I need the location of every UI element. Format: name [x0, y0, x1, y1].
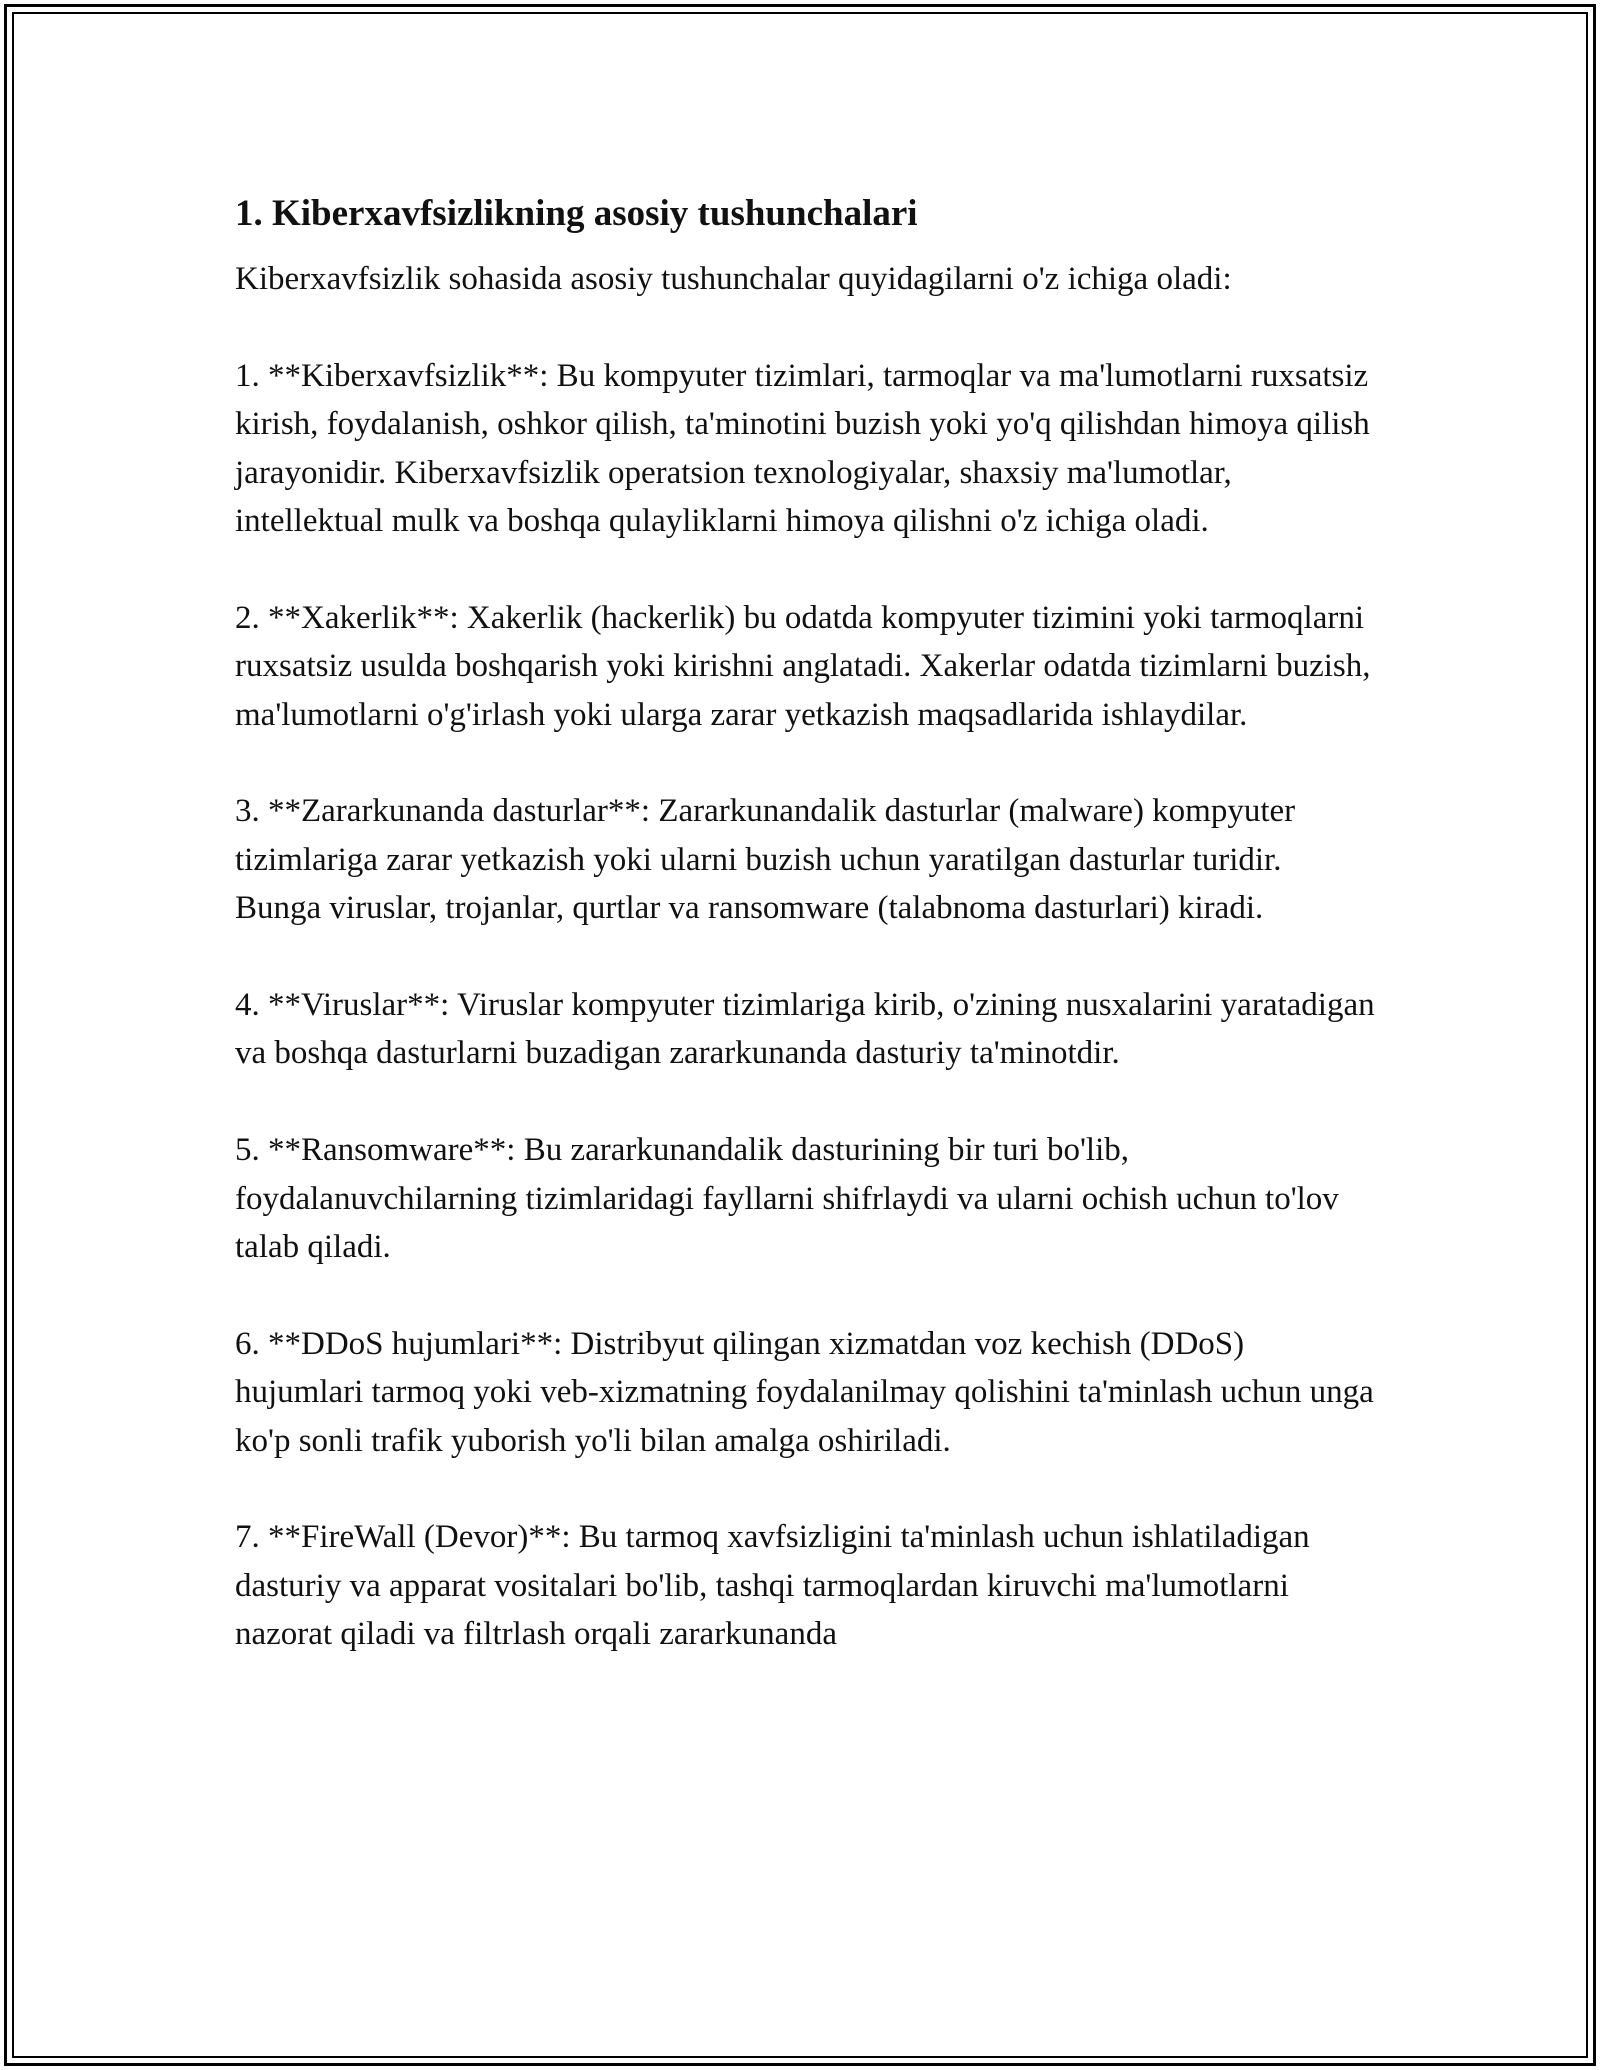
section-heading: 1. Kiberxavfsizlikning asosiy tushunchalari	[235, 193, 918, 234]
list-item-firewall: 7. **FireWall (Devor)**: Bu tarmoq xavfsizligini ta'minlash uchun ishlatiladigan dasturiy va apparat vositalari bo'lib, tashqi tarmoqlardan kiruvchi ma'lumotlarni nazorat qiladi va filtrlash orqali zararkunanda	[235, 1519, 1310, 1653]
list-item-kiberxavfsizlik: 1. **Kiberxavfsizlik**: Bu kompyuter tizimlari, tarmoqlar va ma'lumotlarni ruxsatsiz kirish, foydalanish, oshkor qilish, ta'minotini buzish yoki yo'q qilishdan himoya qilish jarayonidir. Kiberxavfsizlik operatsion texnologiyalar, shaxsiy ma'lumotlar, intellektual mulk va boshqa qulayliklarni himoya qilishni o'z ichiga oladi.	[235, 357, 1370, 540]
intro-paragraph: Kiberxavfsizlik sohasida asosiy tushunchalar quyidagilarni o'z ichiga oladi:	[235, 261, 1232, 297]
document-page	[235, 185, 1375, 1659]
list-item-zararkunanda-dasturlar: 3. **Zararkunanda dasturlar**: Zararkunandalik dasturlar (malware) kompyuter tizimlariga zarar yetkazish yoki ularni buzish uchun yaratilgan dasturlar turidir. Bunga viruslar, trojanlar, qurtlar va ransomware (talabnoma dasturlari) kiradi.	[235, 793, 1296, 927]
list-item-xakerlik: 2. **Xakerlik**: Xakerlik (hackerlik) bu odatda kompyuter tizimini yoki tarmoqlarni ruxsatsiz usulda boshqarish yoki kirishni anglatadi. Xakerlar odatda tizimlarni buzish, ma'lumotlarni o'g'irlash yoki ularga zarar yetkazish maqsadlarida ishlaydilar.	[235, 599, 1371, 733]
list-item-ddos-hujumlari: 6. **DDoS hujumlari**: Distribyut qilingan xizmatdan voz kechish (DDoS) hujumlari tarmoq yoki veb-xizmatning foydalanilmay qolishini ta'minlash uchun unga ko'p sonli trafik yuborish yo'li bilan amalga oshiriladi.	[235, 1325, 1374, 1459]
list-item-viruslar: 4. **Viruslar**: Viruslar kompyuter tizimlariga kirib, o'zining nusxalarini yaratadigan va boshqa dasturlarni buzadigan zararkunanda dasturiy ta'minotdir.	[235, 987, 1375, 1072]
list-item-ransomware: 5. **Ransomware**: Bu zararkunandalik dasturining bir turi bo'lib, foydalanuvchilarning tizimlaridagi fayllarni shifrlaydi va ularni ochish uchun to'lov talab qiladi.	[235, 1132, 1339, 1266]
